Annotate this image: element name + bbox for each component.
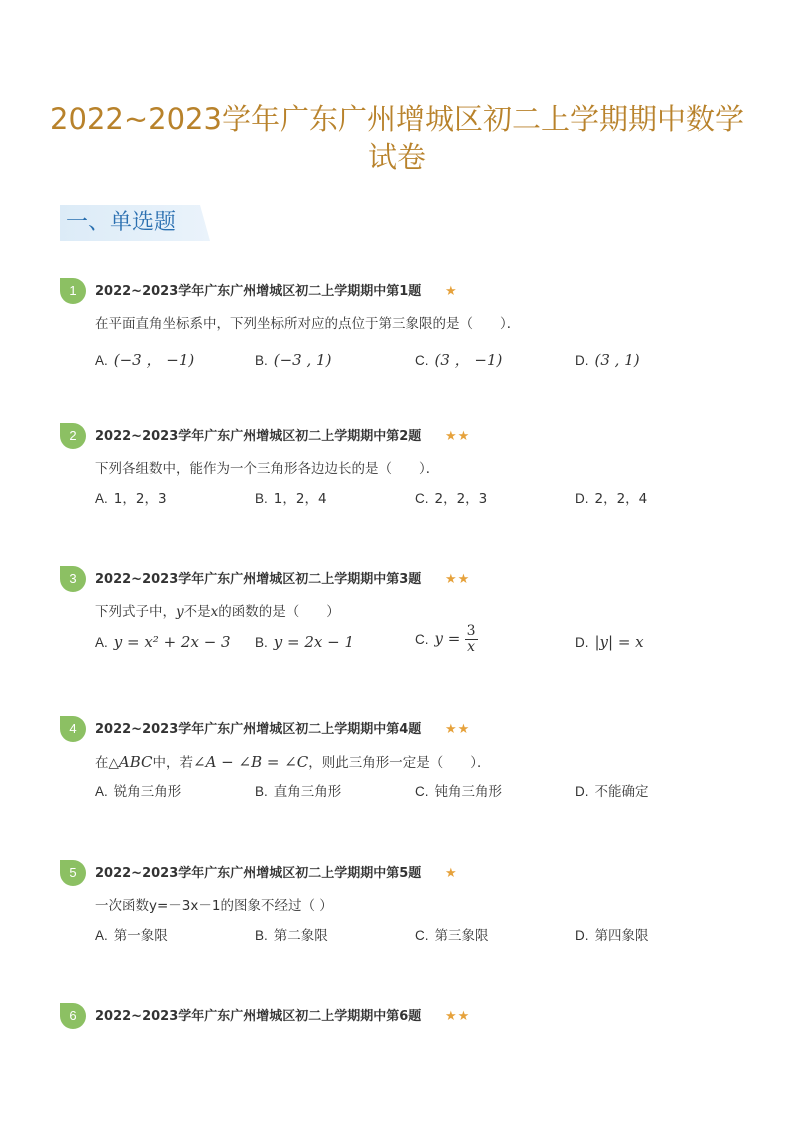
- difficulty-stars: ★★: [445, 429, 471, 444]
- options-row: [95, 623, 745, 660]
- question-heading: 2022~2023学年广东广州增城区初二上学期期中第5题: [95, 866, 422, 881]
- difficulty-stars: ★: [445, 866, 458, 881]
- option-d[interactable]: D. 第四象限: [575, 928, 649, 944]
- options-row: [95, 780, 745, 810]
- question-heading: 2022~2023学年广东广州增城区初二上学期期中第2题: [95, 429, 422, 444]
- option-a[interactable]: A. 第一象限: [95, 928, 168, 944]
- option-d[interactable]: D. 2，2，4: [575, 491, 648, 507]
- options-row: [95, 487, 745, 517]
- question-number-badge: 5: [60, 860, 86, 886]
- question-number-badge: 6: [60, 1003, 86, 1029]
- option-a[interactable]: A. 1，2，3: [95, 491, 167, 507]
- option-c[interactable]: C. 第三象限: [415, 928, 489, 944]
- option-c[interactable]: C. 2，2，3: [415, 491, 488, 507]
- option-b[interactable]: B. y = 2x − 1: [255, 633, 354, 651]
- section-header: [60, 205, 210, 241]
- question-number-badge: 3: [60, 566, 86, 592]
- option-b[interactable]: B. (−3 , 1): [255, 351, 332, 369]
- option-d[interactable]: D. (3 , 1): [575, 351, 640, 369]
- difficulty-stars: ★★: [445, 572, 471, 587]
- option-c[interactable]: C. y = $\frac{3}{x}$: [415, 623, 476, 655]
- question-number-badge: 1: [60, 278, 86, 304]
- fraction: $\frac{3}{x}$: [466, 623, 476, 655]
- question-stem: 下列式子中，y不是x的函数的是（ ）: [95, 604, 340, 620]
- question-stem: 在平面直角坐标系中，下列坐标所对应的点位于第三象限的是（ ）．: [95, 316, 521, 332]
- question-stem: 在△ABC中，若∠A − ∠B = ∠C，则此三角形一定是（ ）．: [95, 753, 491, 771]
- option-c[interactable]: C. 钝角三角形: [415, 784, 502, 800]
- option-d[interactable]: D. |y| = x: [575, 633, 644, 651]
- question-number-badge: 4: [60, 716, 86, 742]
- options-row: [95, 924, 745, 954]
- difficulty-stars: ★★: [445, 722, 471, 737]
- question-heading: 2022~2023学年广东广州增城区初二上学期期中第3题: [95, 572, 422, 587]
- option-a[interactable]: A. y = x² + 2x − 3: [95, 633, 231, 651]
- option-d[interactable]: D. 不能确定: [575, 784, 649, 800]
- question-heading: 2022~2023学年广东广州增城区初二上学期期中第1题: [95, 284, 422, 299]
- exam-title: 2022~2023学年广东广州增城区初二上学期期中数学试卷: [50, 102, 744, 174]
- option-b[interactable]: B. 1，2，4: [255, 491, 327, 507]
- option-b[interactable]: B. 第二象限: [255, 928, 328, 944]
- option-a[interactable]: A. (−3 ， −1): [95, 351, 195, 369]
- question-stem: 下列各组数中，能作为一个三角形各边边长的是（ ）．: [95, 461, 440, 477]
- question-heading: 2022~2023学年广东广州增城区初二上学期期中第6题: [95, 1009, 422, 1024]
- question-stem: 一次函数y=－3x－1的图象不经过（ ）: [95, 898, 333, 914]
- question-heading: 2022~2023学年广东广州增城区初二上学期期中第4题: [95, 722, 422, 737]
- question-number-badge: 2: [60, 423, 86, 449]
- option-a[interactable]: A. 锐角三角形: [95, 784, 182, 800]
- option-b[interactable]: B. 直角三角形: [255, 784, 342, 800]
- difficulty-stars: ★: [445, 284, 458, 299]
- option-c[interactable]: C. (3 ， −1): [415, 351, 503, 369]
- options-row: [95, 348, 745, 378]
- difficulty-stars: ★★: [445, 1009, 471, 1024]
- section-title: 一、单选题: [66, 210, 177, 235]
